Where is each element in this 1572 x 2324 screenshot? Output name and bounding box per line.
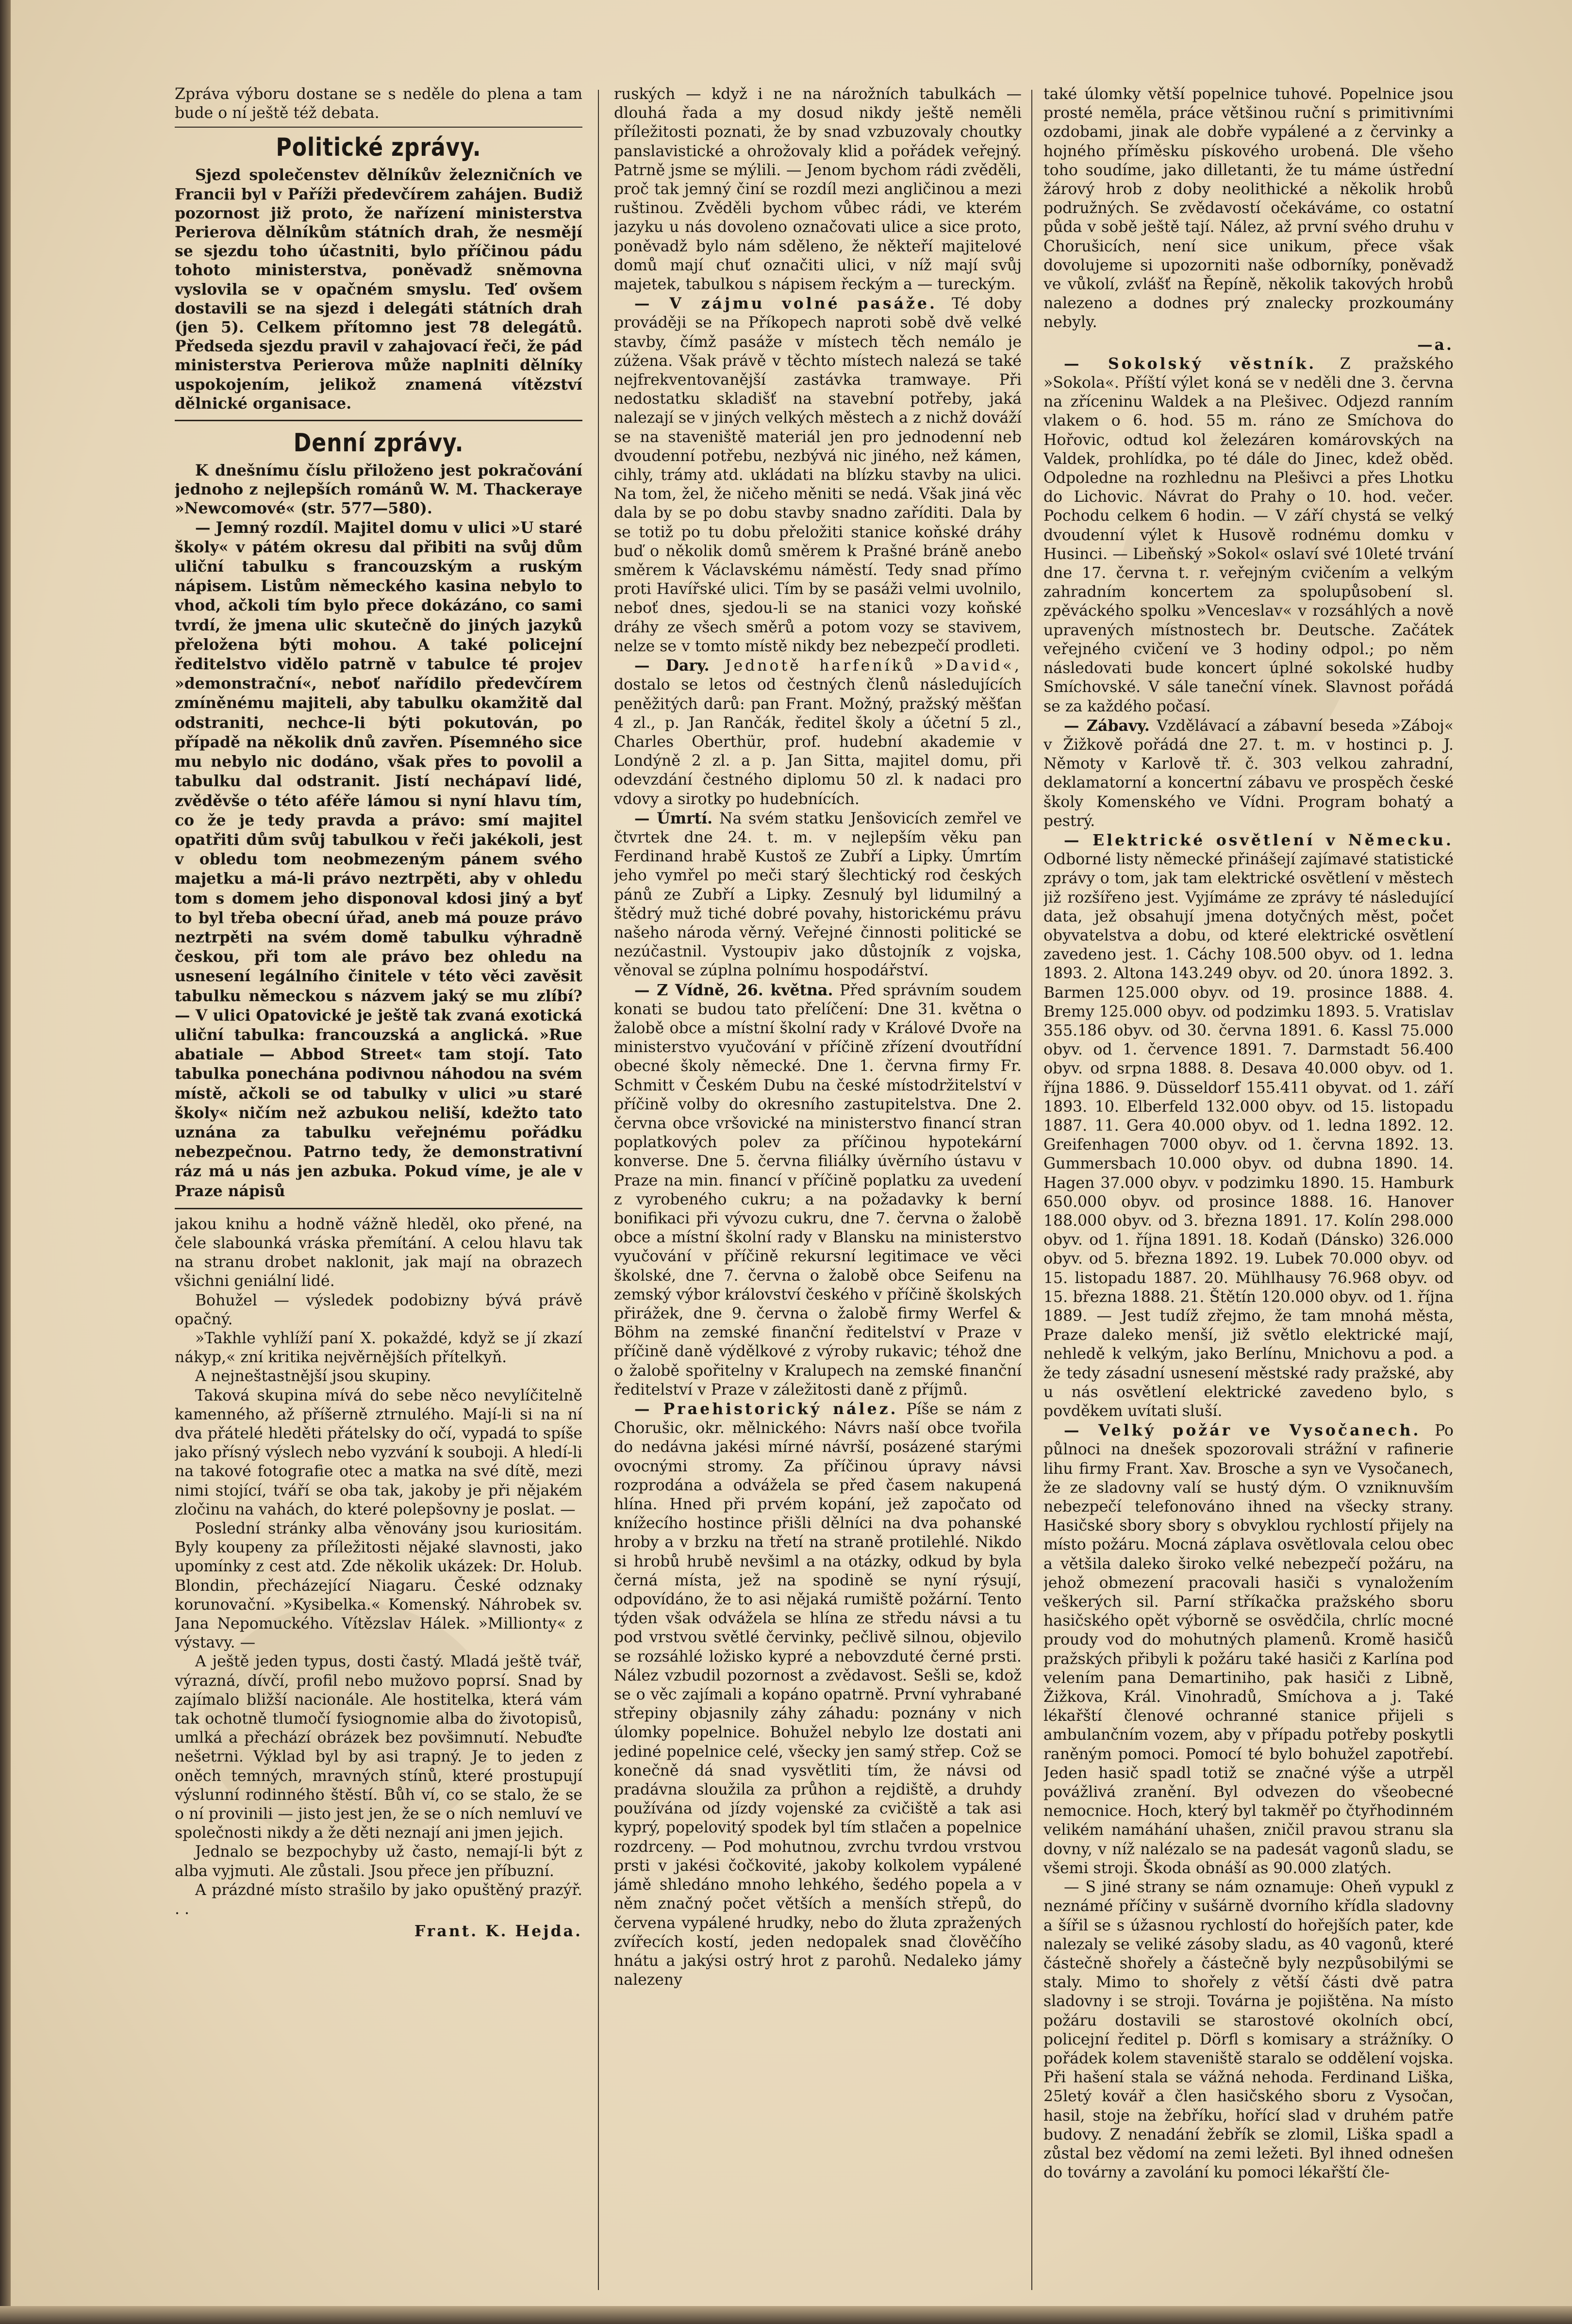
section-title-denni: Denní zprávy. — [293, 429, 464, 458]
section-title-politicke: Politické zprávy. — [276, 133, 481, 163]
feuilleton-divider — [175, 1208, 582, 1209]
column-3 — [1043, 85, 1454, 2290]
article-continuation: také úlomky větší popelnice tuhové. Popelnice jsou prosté neměla, práce většinou ruční s primitivními ozdobami, jinak ale dobře vypálené a z červinky a hojného příměsku pískového urobená. Dle všeho toho soudíme, jako dilletanti, že tu máme ústřední žárový hrob z doby neolithické a několik hrobů podružných. Se zvědavostí očekáváme, co ostatní půda v sobě ještě tají. Nález, až první svého druhu v Chorušicích, není sice unikum, přece však dovolujeme si upozorniti naše odborníky, poněvadž ve vůkolí, zvlášť na Řepíně, několik takových hrobů nalezeno a dodnes prý znalecky prozkoumány nebyly. — [1043, 85, 1454, 331]
article-text-prehistoric: Píše se nám z Chorušic, okr. mělnického: Návrs naší obce tvořila do nedávna jakési mírné návrší, posázené starými ovocnými stromy. Za příčinou úpravy návsi rozprodána a odvážela se před časem nakupená hlína. Hned při prvém kopání, jež započato od knížecího hostince přišli dělníci na dva pohanské hroby a v brzku na třetí na straně protilehlé. Nikdo si hrobů hrubě nevšiml a na otázky, odkud by byla černá místa, jež na spodině se nyní rýsují, odpovídáno, že to asi nějaká rumiště požární. Tento týden však odvážela se hlína ze středu návsi a tu pod vrstvou světlé červinky, pečlivě silnou, objevilo se rozsáhlé ložisko kypré a nebovzduté černé prsti. Nález vzbudil pozornost a zvědavost. Sešli se, kdož se o věc zajímali a kopáno opatrně. První vyhrabané střepiny objasnily záhy záhadu: poznány v nich úlomky popelnice. Bohužel nebylo lze dostati ani jediné popelnice celé, všecky jen samý střep. Což se konečně dá snad vysvětliti tím, že návsi od pradávna sloužila za průhon a rejdiště, a druhdy používána od jízdy vojenské za cvičiště a tak asi kyprý, popelovitý spodek byl tím stlačen a popelnice rozdrceny. — Pod mohutnou, zvrchu tvrdou vrstvou prsti v jakési čočkovité, jakoby kolkolem vypálené jámě shledáno mnoho lehkého, šedého popela a v něm značný počet větších a menších střepů, do červena vypálené hrudky, nebo do žluta zpražených zvířecích kostí, jeden nedopalek snad člověčího hnátu a jakýsi ostrý hrot z parohů. Nedaleko jámy nalezeny — [614, 1401, 1022, 1989]
feuilleton-paragraph: »Takhle vyhlíží paní X. pokaždé, když se jí zkazí nákyp,« zní kritika nejvěrnějších přítelkyň. — [175, 1329, 582, 1367]
column-1 — [175, 85, 582, 2290]
article-title-pasaz: — V zájmu volné pasáže. — [634, 295, 937, 313]
article-org-dary: Jednotě harfeníků »David«, — [725, 657, 1022, 675]
feuilleton-paragraph: A prázdné místo strašilo by jako opuštěný prazýř. . . — [175, 1881, 582, 1918]
feuilleton-paragraph: A nejneštastnější jsou skupiny. — [195, 1368, 431, 1385]
article-title-pozar: — Velký požár ve Vysočanech. — [1064, 1421, 1421, 1440]
article-umrti — [614, 809, 1022, 981]
article-continuation: ruských — když i ne na nárožních tabulkách — dlouhá řada a my dosud nikdy ještě neměli příležitosti poznati, že by snad vzbuzovaly choutky panslavistické a ohrožovaly klid a pořádek veřejný. Patrně jsme se mýlili. — Jenom bychom rádi zvěděli, proč tak jemný činí se rozdíl mezi angličinou a mezi ruštinou. Zvěděli bychom vůbec rádi, ve kterém jazyku u nás dovoleno označovati ulice a sice proto, poněvadž bylo nám sděleno, že někteří majitelové domů mají chuť označiti ulici, v níž mají svůj majetek, tabulkou s nápisem řeckým a — tureckým. — [614, 85, 1022, 294]
article-pozar — [1043, 1421, 1454, 1878]
feuilleton-paragraph: Taková skupina mívá do sebe něco nevylíčitelně kamenného, až příšerně ztrnulého. Mají-li si na ní dva přátelé hleděti přátelsky do očí, vypadá to spíše jako přísný výslech nebo vyzvání k souboji. A hledí-li na takové fotografie otec a matka na své dítě, mezi nimi stojící, tváří se oba tak, jakoby je při nějakém zločinu na vahách, do které polepšovny je poslat. — — [175, 1386, 582, 1518]
article-title-sokol: — Sokolský věstník. — [1064, 354, 1317, 373]
article-text-pasaz: Té doby prováději se na Příkopech naproti sobě dvě velké stavby, čímž pasáže v místech těch nemálo je zúžena. Však právě v těchto místech nalezá se také nejfrekventovanější zastávka tramwaye. Při nedostatku skladišť na stavební potřeby, jaká nalezají se v jiných velkých městech a z nichž dováží se na staveniště materiál jen pro jednodenní neb dvoudenní potřebu, nezbývá nic jiného, než kámen, cihly, trámy atd. ukládati na blízku stavby na ulici. Na tom, žel, že ničeho měniti se nedá. Však jiná věc dala by se po dobu stavby snadno zaříditi. Dala by se totiž po tu dobu přeložiti stanice koňské dráhy buď o několik domů směrem k Prašné bráně anebo směrem k Václavskému náměstí. Tedy snad přímo proti Havířské ulici. Tím by se pasáži velmi uvolnilo, neboť dnes, sjedou-li se na stanici vozy koňské dráhy ze všech směrů a potom vozy se stavivem, nelze se v tomto místě nikdy bez nebezpečí prodleti. — [614, 295, 1022, 655]
article-denni-intro: K dnešnímu číslu přiloženo jest pokračování jednoho z nejlepších románů W. M. Thackeraye »Newcomové« (str. 577—580). — [175, 462, 582, 518]
article-text-elektricke: Odborné listy německé přinášejí zajímavé statistické zprávy o tom, jak tam elektrické osvětlení v městech již rozšířeno jest. Vyjímáme ze zprávy té následující data, jež obsahují jmena dotyčných měst, počet obyvatelstva a dobu, od které elektrické osvětlení zavedeno jest. 1. Cáchy 108.500 obyv. od 1. ledna 1893. 2. Altona 143.249 obyv. od 20. února 1892. 3. Barmen 125.000 obyv. od 19. prosince 1888. 4. Bremy 125.000 obyv. od podzimku 1893. 5. Vratislav 355.186 obyv. od 30. června 1891. 6. Kassl 75.000 obyv. od 1. července 1891. 7. Darmstadt 56.400 obyv. od srpna 1888. 8. Desava 40.000 obyv. od 1. října 1886. 9. Düsseldorf 155.411 obyvat. od 1. září 1893. 10. Elberfeld 132.000 obyv. od 15. listopadu 1887. 11. Gera 40.000 obyv. od 1. ledna 1892. 12. Greifenhagen 7000 obyv. od 1. června 1892. 13. Gummersbach 10.000 obyv. od dubna 1890. 14. Hagen 37.000 obyv. v podzimku 1890. 15. Hamburk 650.000 obyv. od prosince 1888. 16. Hanover 188.000 obyv. od 3. března 1891. 17. Kolín 298.000 obyv. od 1. října 1891. 18. Kodaň (Dánsko) 326.000 obyv. od 5. března 1892. 19. Lubek 70.000 obyv. od 15. listopadu 1887. 20. Mühlhausy 76.968 obyv. od 15. března 1888. 21. Štětín 120.000 obyv. od 1. října 1889. — Jest tudíž zřejmo, že tam mnohá města, Praze daleko menší, již světlo elektrické mají, nehledě k velkým, jako Berlínu, Mnichovu a pod. a že tedy zásadní usnesení městské rady pražské, aby u nás osvětlení elektrické zavedeno bylo, s povděkem uvítati sluší. — [1043, 851, 1454, 1420]
column-1-intro: Zpráva výboru dostane se s neděle do plena a tam bude o ní ještě též debata. — [175, 85, 582, 122]
feuilleton-paragraph: jakou knihu a hodně vážně hleděl, oko přené, na čele slabounká vráska přemítání. A celou hlavu tak na stranu drobet naklonit, jak mají na obrazech všichni geniální lidé. — [175, 1215, 582, 1290]
article-title-jemny-rozdil: — Jemný rozdíl. — [195, 518, 329, 537]
article-viden — [614, 981, 1022, 1400]
article-text-zabavy: Vzdělávací a zábavní beseda »Záboj« v Žižkově pořádá dne 27. t. m. v hostinci p. J. Němoty v Karlově tř. č. 303 velkou zahradní, deklamatorní a koncertní zábavu ve prospěch české školy Komenského ve Vídni. Program bohatý a pestrý. — [1043, 717, 1454, 830]
article-text-pozar: Po půlnoci na dnešek spozorovali strážní v rafinerie lihu firmy Frant. Xav. Brosche a syn ve Vysočanech, že ze sladovny valí se hustý dým. O vzniknuvším nebezpečí telefonováno ihned na všecky strany. Hasičské sbory sbory s obvyklou rychlostí přijely na místo požáru. Mocná záplava osvětlovala celou obec a většila daleko široko velké nebezpečí požáru, na jehož obmezení pracovali hasiči s vynaložením veškerých sil. Parní stříkačka pražského sboru hasičského opět výborně se osvědčila, chrlíc mocné proudy vod do mohutných plamenů. Kromě hasičů pražských přibyli k požáru také hasiči z Karlína pod velením pana Demartiniho, pak hasiči z Libně, Žižkova, Král. Vinohradů, Smíchova a j. Také lékařští členové ochranné stanice přijeli s ambulančním vozem, aby v případu potřeby poskytli raněným pomoci. Pomocí té bylo bohužel zapotřebí. Jeden hasič spadl totiž se značné výše a utrpěl povážlivá zranění. Byl odvezen do všeobecné nemocnice. Hoch, který byl takměř po čtyřhodinném velikém namáhání uhašen, zničil pravou stranu sla dovny, v níž nalézalo se na padesát vagonů sladu, se všemi stroji. Škoda obnáší as 90.000 zlatých. — [1043, 1422, 1454, 1877]
article-title-zabavy: — Zábavy. — [1064, 716, 1150, 735]
article-signature: —a. — [1417, 335, 1454, 354]
article-sokol — [1043, 354, 1454, 716]
scan-edge-left — [0, 0, 11, 2324]
article-elektricke — [1043, 831, 1454, 1421]
article-zabavy — [1043, 716, 1454, 831]
article-pozar-2: — S jiné strany se nám oznamuje: Oheň vypukl z neznámé příčiny v sušárně dvorního křídla sladovny a šířil se s úžasnou rychlostí do hořejších pater, kde nalezaly se veliké zásoby sladu, as 40 vagonů, které částečně shořely a částečně byly nezpůsobilými se staly. Mimo to shořely z větší části dvě patra sladovny i se stroji. Továrna je pojištěna. Na místo požáru dostavili se starostové okolních obcí, policejní ředitel p. Dörfl s komisary a strážníky. O pořádek kolem staveniště staralo se oddělení vojska. Při hašení stala se vážná nehoda. Ferdinand Liška, 25letý kovář a člen hasičského sboru z Vysočan, hasil, stoje na žebříku, hořící slad v druhém patře budovy. Z nenadání žebřík se zlomil, Liška spadl a zůstal bez vědomí na zemi ležeti. Byl ihned odnešen do továrny a zavolání ku pomoci lékařští čle- — [1043, 1879, 1454, 2182]
feuilleton-paragraph: Poslední stránky alba věnovány jsou kuriositám. Byly koupeny za příležitosti nějaké slavnosti, jako upomínky z cest atd. Zde několik ukázek: Dr. Holub. Blondin, přecházející Niagaru. České odznaky korunovační. »Kysibelka.« Komenský. Náhrobek sv. Jana Nepomuckého. Vítězslav Hálek. »Millionty« z výstavy. — — [175, 1520, 582, 1652]
article-jemny-rozdil — [175, 518, 582, 1201]
column-divider — [598, 90, 599, 2290]
feuilleton-paragraph: Jednalo se bezpochyby už často, nemají-li být z alba vyjmuti. Ale zůstali. Jsou přece jen příbuzní. — [175, 1843, 582, 1880]
scan-edge-bottom — [0, 2306, 1572, 2324]
article-title-dary: — Dary. — [634, 657, 710, 675]
article-pasaz — [614, 294, 1022, 656]
article-text-sokol: Z pražského »Sokola«. Příští výlet koná se v neděli dne 3. června na zříceninu Waldek a na Plešivec. Odjezd ranním vlakem o 6. hod. 55 m. ráno ze Smíchova do Hořovic, odtud kol železáren komárovských na Valdek, prohlídka, po té dále do Jinec, kdež oběd. Odpoledne na rozhlednu na Plešivci a přes Lhotku do Lichovic. Návrat do Prahy o 10. hod. večer. Pochodu celkem 6 hodin. — V září chystá se velký dvoudenní výlet k Husově rodnému domku v Husinci. — Libeňský »Sokol« oslaví své 10leté trvání dne 17. června t. r. veřejným cvičením a velkým zahradním koncertem za spolupůsobení sl. zpěváckého spolku »Venceslav« v rozsáhlých a nově upravených místnostech br. Deutsche. Začátek veřejného cvičení ve 3 hodiny odpol.; po něm následovati bude koncert úplné sokolské hudby Smíchovské. V sále taneční vínek. Slavnost pořádá se za každého počasí. — [1043, 355, 1454, 715]
feuilleton-signature: Frant. K. Hejda. — [414, 1922, 582, 1941]
column-2 — [614, 85, 1022, 2290]
article-title-prehistoric: — Praehistorický nález. — [634, 1400, 898, 1418]
article-dary — [614, 656, 1022, 809]
feuilleton-paragraph: Bohužel — výsledek podobizny bývá právě opačný. — [175, 1291, 582, 1328]
column-divider — [1031, 90, 1032, 2290]
section-divider — [175, 127, 582, 128]
feuilleton-paragraph: A ještě jeden typus, dosti častý. Mladá ještě tvář, výrazná, dívčí, profil nebo mužovo poprsí. Snad by zajímalo bližší nacionále. Ale hostitelka, která vám tak ochotně tlumočí fysiognomie alba do životopisů, umlká a přechází obrázek bez povšimnutí. Nebuďte nešetrni. Výklad byl by asi trapný. Je to jeden z oněch temných, mravných stínů, které prostupují výslunní rodinného štěstí. Bůh ví, co se stalo, že se o ní provinili — jisto jest jen, že se o ních nemluví ve společnosti nikdy a že děti neznají ani jmen jejich. — [175, 1653, 582, 1842]
article-text-viden: Před správním soudem konati se budou tato přelíčení: Dne 31. května o žalobě obce a místní školní rady v Králové Dvoře na ministerstvo vyučování v příčině zřízení dvoutřídní obecné školy německé. Dne 1. června firmy Fr. Schmitt v Českém Dubu na české místodržitelství v příčině volby do okresního zastupitelstva. Dne 2. června obce vršovické na ministerstvo financí stran poplatkových polev za příčinou hypotekární konverse. Dne 5. června filiálky úvěrního ústavu v Praze na min. financí v příčině poplatku za uvedení z vyrobeného cukru; a na požadavky k berní bonifikaci při vývozu cukru, dne 7. června o žalobě obce a místní školní rady v Blansku na ministerstvo vyučování v příčině rekursní legitimace ve věci školské, dne 7. června o žalobě obce Seifenu na zemský výbor království českého v příčině školských přirážek, dne 9. června o žalobě firmy Werfel & Böhm na zemské finanční ředitelství v Praze v příčině daně výdělkové z výroby rukavic; téhož dne o žalobě spořitelny v Kralupech na zemské finanční ředitelství v Praze v záležitosti daně z příjmů. — [614, 981, 1022, 1399]
article-text-dary: dostalo se letos od čestných členů následujících peněžitých darů: pan Frant. Možný, pražský měšťan 4 zl., p. Jan Rančák, ředitel školy a účetní 5 zl., Charles Oberthür, prof. hudební akademie v Londýně 2 zl. a p. Jan Sitta, majitel domu, při odevzdání čestného diplomu 50 zl. k nadaci pro vdovy a sirotky po hudebnících. — [614, 676, 1022, 808]
article-text-jemny-rozdil: Majitel domu v ulici »U staré školy« v pátém okresu dal přibiti na svůj dům uliční tabulku s francouzským a ruským nápisem. Listům německého kasina nebylo to vhod, ačkoli tím bylo přece dokázáno, co sami tvrdí, že jmena ulic skutečně do jiných jazyků přeložena býti mohou. A také policejní ředitelstvo vidělo patrně v tabulce té projev »demonstrační«, neboť nařídilo předevčírem zmíněnému majiteli, aby tabulku okamžitě dal odstraniti, nechce-li býti pokutován, po případě na několik dnů zavřen. Písemného sice mu nebylo nic dodáno, však přes to povolil a tabulku dal odstranit. Jistí nechápaví lidé, zvěděvše o této aféře lámou si nyní hlavu tím, co že je tedy pravda a právo: smí majitel opatřiti dům svůj tabulkou v řeči jakékoli, jest v obledu tom neobmezeným pánem svého majetku a má-li právo neztrpěti, aby v ohledu tom s domem jeho disponoval kdosi jiný a byť to byl třeba obecní úřad, aneb má pouze právo neztrpěti na svém domě tabulku výhradně českou, při tom ale právo bez ohledu na usnesení legálního činitele v této věci zavěsit tabulku německou s názvem jaký se mu zlíbí? — V ulici Opatovické je ještě tak zvaná exotická uliční tabulka: francouzská a anglická. »Rue abatiale — Abbod Street« tam stojí. Tato tabulka ponechána podivnou náhodou na svém místě, ačkoli se od tabulky v ulici »u staré školy« ničím než azbukou neliší, kdežto tato uznána za tabulku veřejnému pořádku nebezpečnou. Patrno tedy, že demonstrativní ráz má u nás jen azbuka. Pokud víme, je ale v Praze nápisů — [175, 518, 582, 1200]
article-prehistoric — [614, 1400, 1022, 1990]
article-text-umrti: Na svém statku Jenšovicích zemřel ve čtvrtek dne 24. t. m. v nejlepším věku pan Ferdinand hrabě Kustoš ze Zubří a Lipky. Úmrtím jeho vymřel po meči starý šlechtický rod českých pánů ze Zubří a Lipky. Zesnulý byl lidumilný a štědrý muž tiché dobré povahy, historickému právu našeho národa věrný. Veřejné činnosti politické se nezúčastnil. Vystoupiv jako důstojník z vojska, věnoval se zúplna polnímu hospodářství. — [614, 809, 1022, 980]
article-sjezd: Sjezd společenstev dělníkův železničních ve Francii byl v Paříži předevčírem zahájen. Budiž pozornost již proto, že nařízení ministerstva Perierova dělníkům státních drah, že nesmějí se sjezdu toho účastniti, bylo příčinou pádu tohoto ministerstva, poněvadž sněmovna vyslovila se v opačném smyslu. Teď ovšem dostavili se na sjezd i delegáti státních drah (jen 5). Celkem přítomno jest 78 delegátů. Předseda sjezdu pravil v zahajovací řeči, že pád ministerstva Perierova může naplniti dělníky uspokojením, jelikož znamená vítězství dělnické organisace. — [175, 166, 582, 412]
article-title-viden: — Z Vídně, 26. května. — [634, 981, 833, 999]
article-title-elektricke: — Elektrické osvětlení v Německu. — [1064, 831, 1454, 849]
section-divider — [175, 420, 582, 421]
article-title-umrti: — Úmrtí. — [634, 809, 713, 827]
